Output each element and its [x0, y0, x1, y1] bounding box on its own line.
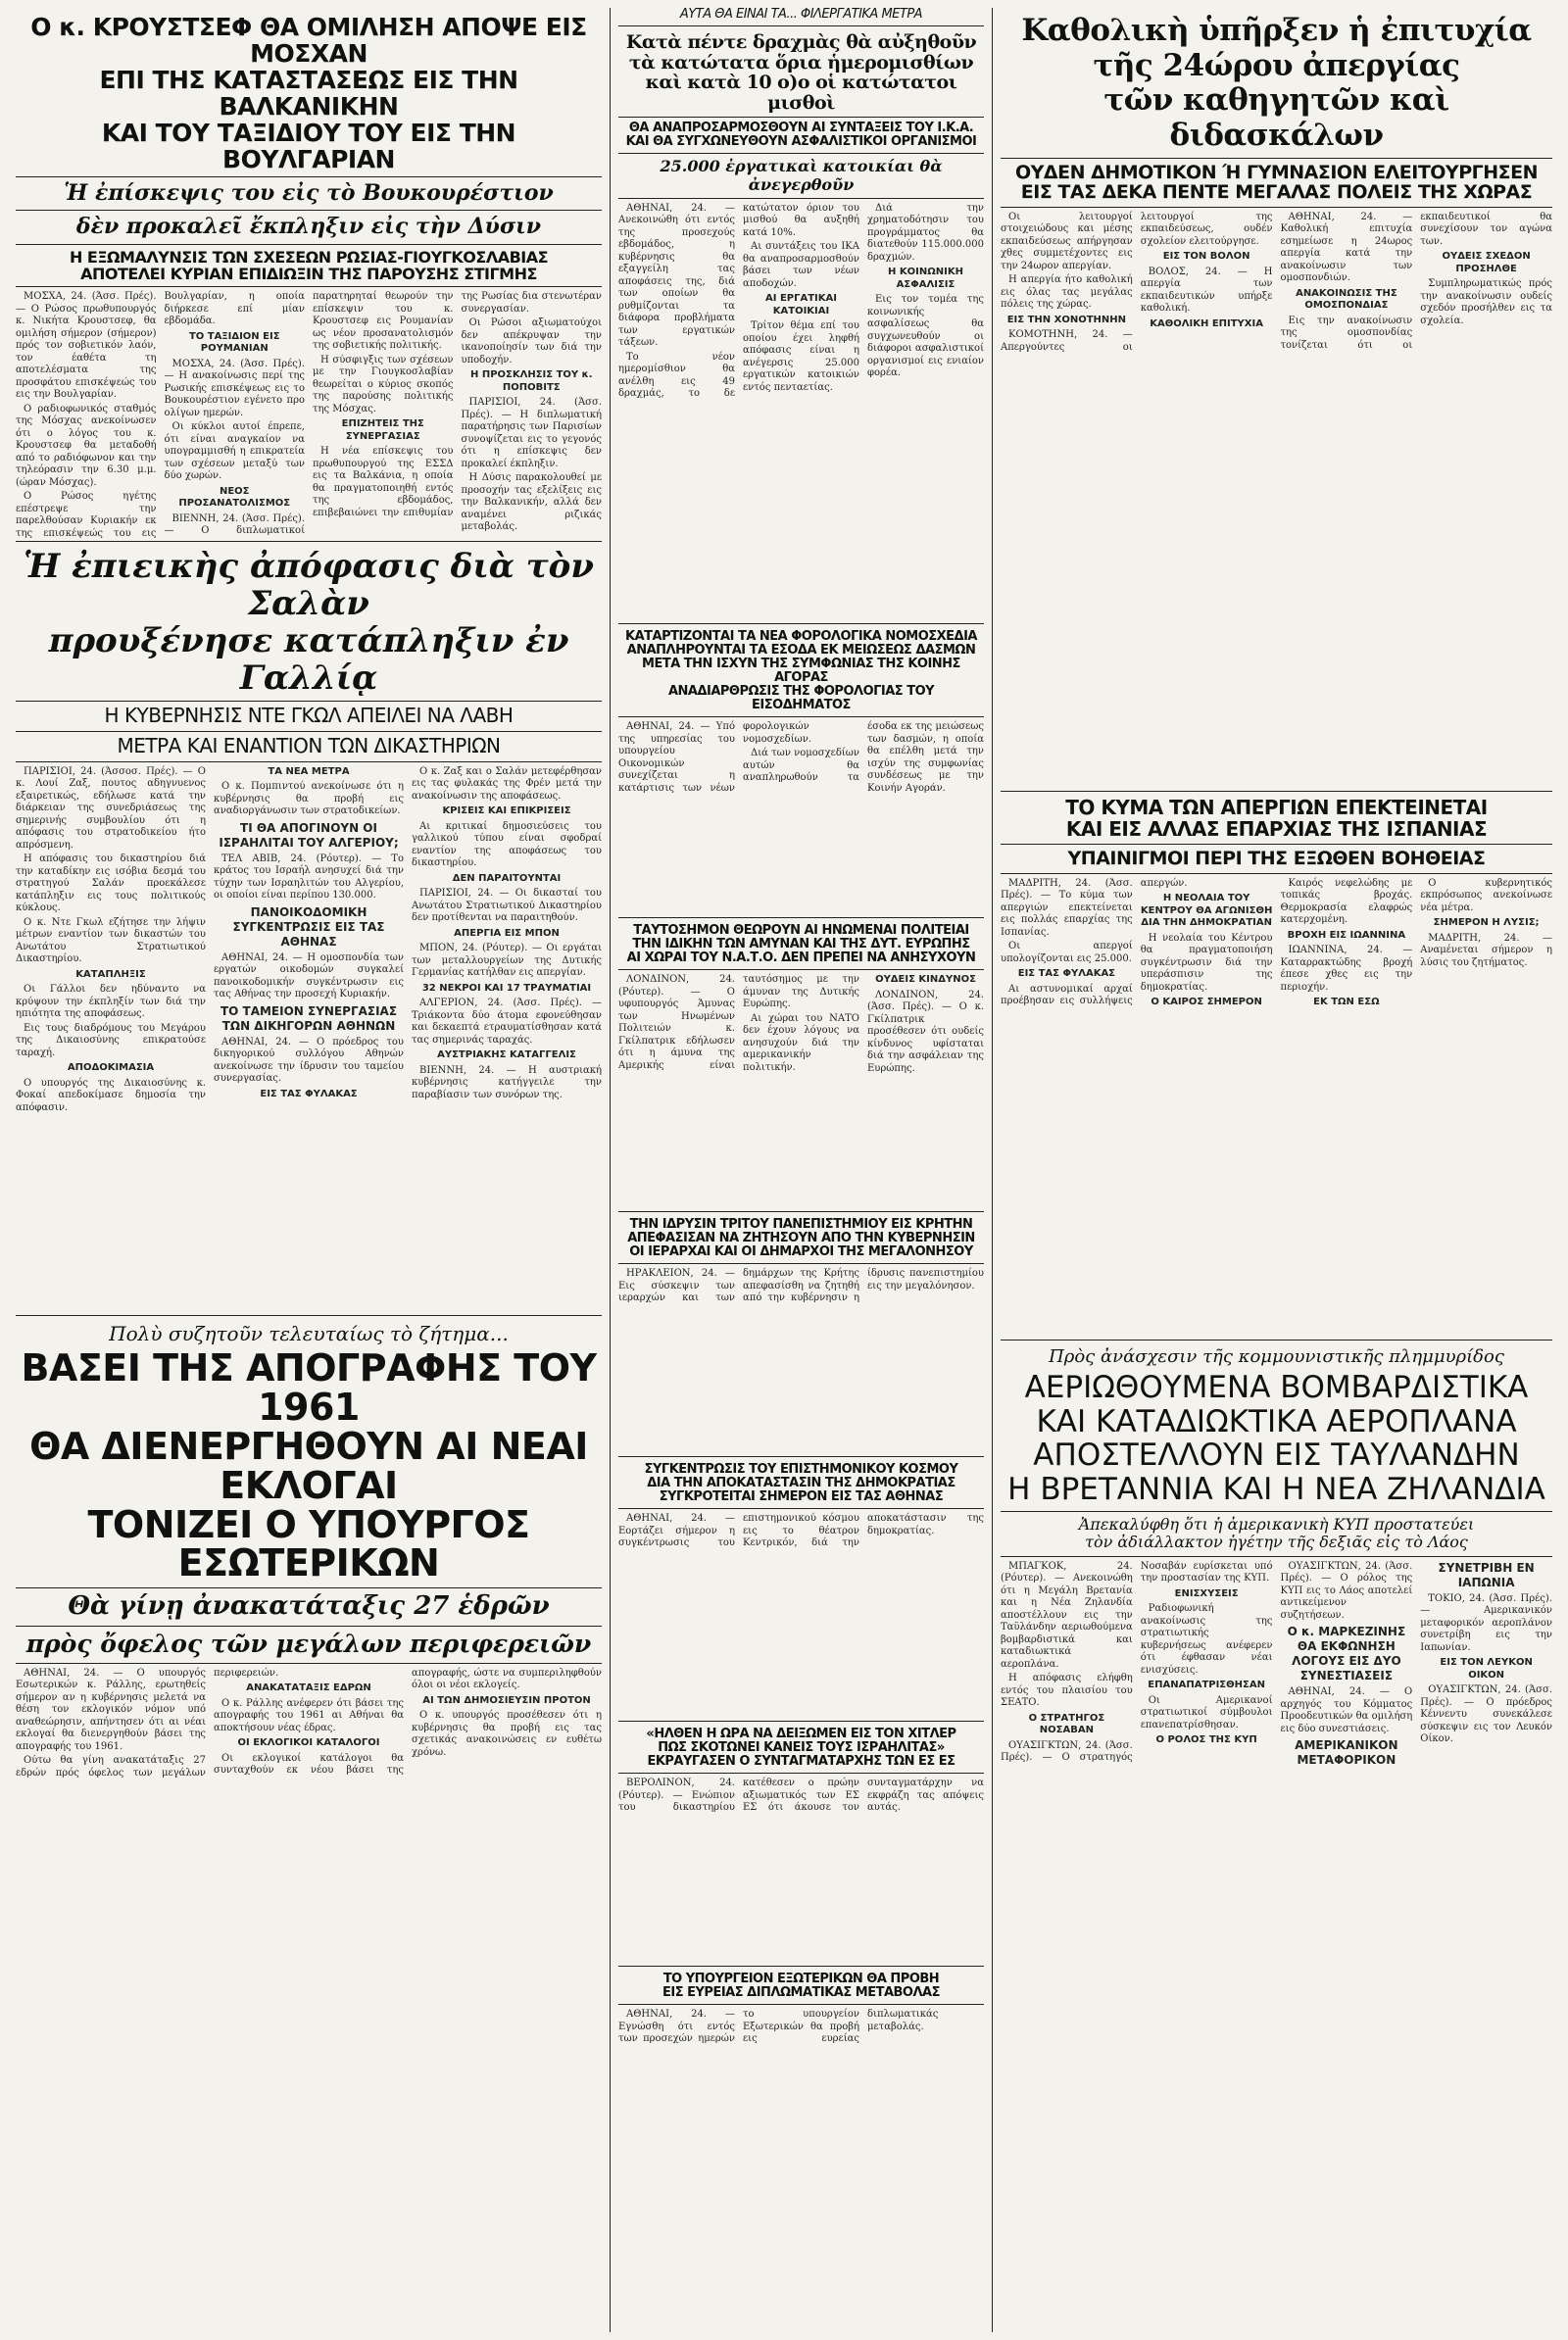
section-title: ΑΥΣΤΡΙΑΚΗΣ ΚΑΤΑΓΓΕΛΙΣ	[437, 1049, 576, 1060]
section-title: ΒΡΟΧΗ ΕΙΣ ΙΩΑΝΝΙΝΑ	[1287, 929, 1406, 941]
section-title: ΝΕΟΣ ΠΡΟΣΑΝΑΤΟΛΙΣΜΟΣ	[178, 485, 291, 510]
subhead-housing: 25.000 ἐργατικαὶ κατοικίαι θὰ ἀνεγερθοῦν	[660, 157, 943, 194]
section-title: ΕΙΣ ΤΑΣ ΦΥΛΑΚΑΣ	[260, 1088, 358, 1099]
story-census	[16, 1316, 602, 2316]
section-title: ΑΙ ΤΩΝ ΔΗΜΟΣΙΕΥΣΙΝ ΠΡΟΤΟΝ	[422, 1694, 591, 1706]
kicker-communism: Πρὸς ἀνάσχεσιν τῆς κομμουνιστικῆς πλημμυρίδος	[1049, 1346, 1504, 1367]
deck-foreign-aid: ΥΠΑΙΝΙΓΜΟΙ ΠΕΡΙ ΤΗΣ ΕΞΩΘΕΝ ΒΟΗΘΕΙΑΣ	[1067, 848, 1486, 870]
section-title: ΑΠΟΔΟΚΙΜΑΣΙΑ	[67, 1062, 155, 1073]
subhead-seats: Θὰ γίνῃ ἀνακατάταξις 27 ἑδρῶν	[68, 1591, 550, 1622]
deck-yugoslavia: Η ΕΞΩΜΑΛΥΝΣΙΣ ΤΩΝ ΣΧΕΣΕΩΝ ΡΩΣΙΑΣ-ΓΙΟΥΓΚΟΣΛΑΒΙΑΣ ΑΠΟΤΕΛΕΙ ΚΥΡΙΑΝ ΕΠΙΔΙΩΞΙΝ ΤΗΣ ΠΑΡΟΥΣΗΣ ΣΤΙΓΜΗΣ	[69, 247, 549, 283]
section-title: ΔΕΝ ΠΑΡΑΙΤΟΥΝΤΑΙ	[452, 872, 562, 884]
section-title: ΤΑ ΝΕΑ ΜΕΤΡΑ	[268, 765, 350, 777]
deck-ika: ΘΑ ΑΝΑΠΡΟΣΑΡΜΟΣΘΟΥΝ ΑΙ ΣΥΝΤΑΞΕΙΣ ΤΟΥ Ι.Κ.Α. ΚΑΙ ΘΑ ΣΥΓΧΩΝΕΥΘΟΥΝ ΑΣΦΑΛΙΣΤΙΚΟΙ ΟΡΓΑΝΙΣΜΟΙ	[625, 121, 977, 150]
article-body-nato: ΛΟΝΔΙΝΟΝ, 24. (Ρόυτερ). — Ο υφυπουργός Άμυνας των Ηνωμένων Πολιτειών κ. Γκίλπατρικ εδήλωσεν ότι η άμυνα της Αμερικής είναι ταυτόσημος με την άμυναν της Δυτικής Ευρώπης. Αι χώραι του ΝΑΤΟ δεν έχουν λόγους να ανησυχούν διά την αμερικανικήν πολιτικήν. ΟΥΔΕΙΣ ΚΙΝΔΥΝΟΣ ΛΟΝΔΙΝΟΝ, 24. (Άσσ. Πρές). — Ο κ. Γκίλπατρικ προσέθεσεν ότι ουδείς κίνδυνος υφίσταται διά την ασφάλειαν της Ευρώπης.	[618, 974, 984, 1074]
section-title: ΚΑΤΑΠΛΗΞΙΣ	[75, 968, 146, 980]
article-body-salan: ΠΑΡΙΣΙΟΙ, 24. (Άσσοσ. Πρές). — Ο κ. Λουί Ζαξ, πουτος αδηγνυενος εξαιρετικώς, εδήλωσε κατά την διάρκειαν της συνεδριάσεως της σημερινής συμβουλίου ότι η απόφασις του στρατοδικείου ήτο απρόσμενη. Η απόφασις του δικαστηρίου διά την καταδίκην εις ισόβια δεσμά του στρατηγού Σαλάν προεκάλεσε κατάπληξιν εις τους πολιτικούς κύκλους. Ο κ. Ντε Γκωλ εζήτησε την λήψιν μέτρων εναντίον των δικαστών του Ανωτάτου Στρατιωτικού Δικαστηρίου. ΚΑΤΑΠΛΗΞΙΣ Οι Γάλλοι δεν ηδύναντο να κρύψουν την έκπληξίν των διά την ηπιότητα της αποφάσεως. Εις τους διαδρόμους του Μεγάρου της Δικαιοσύνης επικρατούσε ταραχή. ΑΠΟΔΟΚΙΜΑΣΙΑ Ο υπουργός της Δικαιοσύνης κ. Φοκαί απεδοκίμασε δημοσία την απόφασιν. ΤΑ ΝΕΑ ΜΕΤΡΑ Ο κ. Πομπιντού ανεκοίνωσε ότι η κυβέρνησις θα προβή εις αναδιοργάνωσιν των στρατοδικείων. ΤΙ ΘΑ ΑΠΟΓΙΝΟΥΝ ΟΙ ΙΣΡΑΗΛΙΤΑΙ ΤΟΥ ΑΛΓΕΡΙΟΥ; ΤΕΛ ΑΒΙΒ, 24. (Ρόυτερ). — Το κράτος του Ισραήλ ανησυχεί διά την τύχην των Ισραηλιτών του Αλγερίου, οι οποίοι είναι περίπου 130.000. ΠΑΝΟΙΚΟΔΟΜΙΚΗ ΣΥΓΚΕΝΤΡΩΣΙΣ ΕΙΣ ΤΑΣ ΑΘΗΝΑΣ ΑΘΗΝΑΙ, 24. — Η ομοσπονδία των εργατών οικοδομών συγκαλεί πανοικοδομικήν συγκέντρωσιν εις τας Αθήνας την προσεχή Κυριακήν. ΤΟ ΤΑΜΕΙΟΝ ΣΥΝΕΡΓΑΣΙΑΣ ΤΩΝ ΔΙΚΗΓΟΡΩΝ ΑΘΗΝΩΝ ΑΘΗΝΑΙ, 24. — Ο πρόεδρος του δικηγορικού συλλόγου Αθηνών ανεκοίνωσε την ίδρυσιν του ταμείου συνεργασίας. ΕΙΣ ΤΑΣ ΦΥΛΑΚΑΣ Ο κ. Ζαξ και ο Σαλάν μετεφέρθησαν εις τας φυλακάς της Φρέν μετά την ανακοίνωσιν της αποφάσεως. ΚΡΙΣΕΙΣ ΚΑΙ ΕΠΙΚΡΙΣΕΙΣ Αι κριτικαί δημοσιεύσεις του γαλλικού τύπου είναι σφοδραί εναντίον της αποφάσεως του δικαστηρίου. ΔΕΝ ΠΑΡΑΙΤΟΥΝΤΑΙ ΠΑΡΙΣΙΟΙ, 24. — Οι δικασταί του Ανωτάτου Στρατιωτικού Δικαστηρίου δεν προτίθενται να παραιτηθούν. ΑΠΕΡΓΙΑ ΕΙΣ ΜΠΟΝ ΜΠΟΝ, 24. (Ρόυτερ). — Οι εργάται των μεταλλουργείων της Δυτικής Γερμανίας κατήλθαν εις απεργίαν. 32 ΝΕΚΡΟΙ ΚΑΙ 17 ΤΡΑΥΜΑΤΙΑΙ ΑΛΓΕΡΙΟΝ, 24. (Άσσ. Πρές). — Τριάκοντα δύο άτομα εφονεύθησαν και δεκαεπτά ετραυματίσθησαν κατά τας σημερινάς ταραχάς. ΑΥΣΤΡΙΑΚΗΣ ΚΑΤΑΓΓΕΛΙΣ ΒΙΕΝΝΗ, 24. — Η αυστριακή κυβέρνησις κατήγγειλε την παραβίασιν των συνόρων της.	[16, 765, 602, 1113]
story-teachers-strike	[1001, 8, 1552, 792]
section-title: 32 ΝΕΚΡΟΙ ΚΑΙ 17 ΤΡΑΥΜΑΤΙΑΙ	[421, 982, 592, 994]
section-title: ΤΟ ΤΑΜΕΙΟΝ ΣΥΝΕΡΓΑΣΙΑΣ ΤΩΝ ΔΙΚΗΓΟΡΩΝ ΑΘΗΝΩΝ	[220, 1003, 398, 1033]
section-title: ΕΠΑΝΑΠΑΤΡΙΣΘΗΣΑΝ	[1148, 1680, 1265, 1691]
section-title: ΕΚ ΤΩΝ ΕΣΩ	[1313, 997, 1380, 1008]
section-title: ΑΝΑΚΑΤΑΤΑΞΙΣ ΕΔΡΩΝ	[246, 1682, 371, 1694]
section-title: Η ΝΕΟΛΑΙΑ ΤΟΥ ΚΕΝΤΡΟΥ ΘΑ ΑΓΩΝΙΣΘΗ ΔΙΑ ΤΗΝ ΔΗΜΟΚΡΑΤΙΑΝ	[1140, 893, 1273, 929]
section-title: Ο κ. ΜΑΡΚΕΖΙΝΗΣ ΘΑ ΕΚΦΩΝΗΣΗ ΛΟΓΟΥΣ ΕΙΣ ΔΥΟ ΣΥΝΕΣΤΙΑΣΕΙΣ	[1287, 1625, 1406, 1683]
story-nato	[618, 918, 984, 1212]
article-body-tax: ΑΘΗΝΑΙ, 24. — Υπό της υπηρεσίας του υπουργείου Οικονομικών συνεχίζεται η κατάρτισις των νέων φορολογικών νομοσχεδίων. Διά των νομοσχεδίων αυτών θα αναπληρωθούν τα έσοδα εκ της μειώσεως των δασμών, η οποία θα επέλθη μετά την ισχύν της συμφωνίας συνδέσεως με την Κοινήν Αγοράν.	[618, 721, 984, 794]
section-title: ΕΙΣ ΤΟΝ ΛΕΥΚΟΝ ΟΙΚΟΝ	[1440, 1657, 1533, 1681]
subhead-regions: πρὸς ὄφελος τῶν μεγάλων περιφερειῶν	[25, 1630, 592, 1659]
article-body-teachers: Οι λειτουργοί στοιχειώδους και μέσης εκπαιδεύσεως απήργησαν χθες συμμετέχοντες εις την 24ωρον απεργίαν. Η απεργία ήτο καθολική εις όλας τας μεγάλας πόλεις της χώρας. ΕΙΣ ΤΗΝ ΧΟΝΟΤΗΝΗΝ ΚΟΜΟΤΗΝΗ, 24. — Απεργούντες οι λειτουργοί της εκπαιδεύσεως, ουδέν σχολείον ελειτούργησε. ΕΙΣ ΤΟΝ ΒΟΛΟΝ ΒΟΛΟΣ, 24. — Η απεργία των εκπαιδευτικών υπήρξε καθολική. ΚΑΘΟΛΙΚΗ ΕΠΙΤΥΧΙΑ ΑΘΗΝΑΙ, 24. — Καθολική επιτυχία εσημείωσε η 24ωρος απεργία κατά την ανακοίνωσιν των ομοσπονδιών. ΑΝΑΚΟΙΝΩΣΙΣ ΤΗΣ ΟΜΟΣΠΟΝΔΙΑΣ Εις την ανακοίνωσιν της ομοσπονδίας τονίζεται ότι οι εκπαιδευτικοί θα συνεχίσουν τον αγώνα των. ΟΥΔΕΙΣ ΣΧΕΔΟΝ ΠΡΟΣΗΛΘΕ Συμπληρωματικώς πρός την ανακοίνωσιν ουδείς σχεδόν προσήλθεν εις τα σχολεία.	[1001, 211, 1552, 353]
section-title: ΑΙ ΕΡΓΑΤΙΚΑΙ ΚΑΤΟΙΚΙΑΙ	[765, 293, 837, 317]
article-body-hitler: ΒΕΡΟΛΙΝΟΝ, 24. (Ρόυτερ). — Ενώπιον του δικαστηρίου κατέθεσεν ο πρώην αξιωματικός των ΕΣ ΕΣ ότι άκουσε τον συνταγματάρχην να εκφράζη τας απόψεις αυτάς.	[618, 1778, 984, 1814]
section-title: ΕΙΣ ΤΑΣ ΦΥΛΑΚΑΣ	[1017, 968, 1116, 980]
article-body-census: ΑΘΗΝΑΙ, 24. — Ο υπουργός Εσωτερικών κ. Ράλλης, ερωτηθείς σήμερον αν η κυβέρνησις μελετά να θέση τον εκλογικόν νόμον υπό αναθεώρησιν, απήντησεν ότι αι νέαι εκλογαί θα διενεργηθούν βάσει της απογραφής του 1961. Ούτω θα γίνη ανακατάταξις 27 εδρών πρός όφελος των μεγάλων περιφερειών. ΑΝΑΚΑΤΑΤΑΞΙΣ ΕΔΡΩΝ Ο κ. Ράλλης ανέφερεν ότι βάσει της απογραφής του 1961 αι Αθήναι θα αποκτήσουν νέας έδρας. ΟΙ ΕΚΛΟΓΙΚΟΙ ΚΑΤΑΛΟΓΟΙ Οι εκλογικοί κατάλογοι θα συνταχθούν εκ νέου βάσει της απογραφής, ώστε να συμπεριληφθούν όλοι οι νέοι εκλογείς. ΑΙ ΤΩΝ ΔΗΜΟΣΙΕΥΣΙΝ ΠΡΟΤΟΝ Ο κ. υπουργός προσέθεσεν ότι η κυβέρνησις θα προβή εις τας σχετικάς ανακοινώσεις εν ευθέτω χρόνω.	[16, 1667, 602, 1779]
column-right	[993, 8, 1560, 2332]
section-title: ΕΠΙΖΗΤΕΙΣ ΤΗΣ ΣΥΝΕΡΓΑΣΙΑΣ	[341, 418, 424, 442]
headline-hitler: «ΗΛΘΕΝ Η ΩΡΑ ΝΑ ΔΕΙΞΩΜΕΝ ΕΙΣ ΤΟΝ ΧΙΤΛΕΡ ΠΩΣ ΣΚΟΤΩΝΕΙ ΚΑΝΕΙΣ ΤΟΥΣ ΙΣΡΑΗΛΙΤΑΣ» ΕΚΡΑΥΓΑΣΕΝ Ο ΣΥΝΤΑΓΜΑΤΑΡΧΗΣ ΤΩΝ ΕΣ ΕΣ	[646, 1727, 956, 1770]
article-body-jets: ΜΠΑΓΚΟΚ, 24. (Ρόυτερ). — Ανεκοινώθη ότι η Μεγάλη Βρετανία και η Νέα Ζηλανδία αποστέλλουν εις την Ταϋλάνδην αεριωθούμενα βομβαρδιστικά και καταδιωκτικά αεροπλάνα. Η απόφασις ελήφθη εντός του πλαισίου του ΣΕΑΤΟ. Ο ΣΤΡΑΤΗΓΟΣ ΝΟΣΑΒΑΝ ΟΥΑΣΙΓΚΤΩΝ, 24. (Άσσ. Πρές). — Ο στρατηγός Νοσαβάν ευρίσκεται υπό την προστασίαν της ΚΥΠ. ΕΝΙΣΧΥΣΕΙΣ Ραδιοφωνική ανακοίνωσις της στρατιωτικής κυβερνήσεως ανέφερεν ότι έφθασαν νέαι ενισχύσεις. ΕΠΑΝΑΠΑΤΡΙΣΘΗΣΑΝ Οι Αμερικανοί στρατιωτικοί σύμβουλοι επανεπατρίσθησαν. Ο ΡΟΛΟΣ ΤΗΣ ΚΥΠ ΟΥΑΣΙΓΚΤΩΝ, 24. (Άσσ. Πρές). — Ο ρόλος της ΚΥΠ εις το Λάος αποτελεί αντικείμενον συζητήσεων. Ο κ. ΜΑΡΚΕΖΙΝΗΣ ΘΑ ΕΚΦΩΝΗΣΗ ΛΟΓΟΥΣ ΕΙΣ ΔΥΟ ΣΥΝΕΣΤΙΑΣΕΙΣ ΑΘΗΝΑΙ, 24. — Ο αρχηγός του Κόμματος Προοδευτικών θα ομιλήση εις δύο συνεστιάσεις. ΑΜΕΡΙΚΑΝΙΚΟΝ ΜΕΤΑΦΟΡΙΚΟΝ ΣΥΝΕΤΡΙΒΗ ΕΝ ΙΑΠΩΝΙΑ ΤΟΚΙΟ, 24. (Άσσ. Πρές). — Αμερικανικόν μεταφορικόν αεροπλάνον συνετρίβη εις την Ιαπωνίαν. ΕΙΣ ΤΟΝ ΛΕΥΚΟΝ ΟΙΚΟΝ ΟΥΑΣΙΓΚΤΩΝ, 24. (Άσσ. Πρές). — Ο πρόεδρος Κέννεντυ συνεκάλεσε σύσκεψιν εις τον Λευκόν Οίκον.	[1001, 1560, 1552, 1768]
headline-spain: ΤΟ ΚΥΜΑ ΤΩΝ ΑΠΕΡΓΙΩΝ ΕΠΕΚΤΕΙΝΕΤΑΙ ΚΑΙ ΕΙΣ ΑΛΛΑΣ ΕΠΑΡΧΙΑΣ ΤΗΣ ΙΣΠΑΝΙΑΣ	[1065, 796, 1488, 841]
section-title: ΟΥΔΕΙΣ ΣΧΕΔΟΝ ΠΡΟΣΗΛΘΕ	[1442, 251, 1531, 274]
headline-jets: ΑΕΡΙΩΘΟΥΜΕΝΑ ΒΟΜΒΑΡΔΙΣΤΙΚΑ ΚΑΙ ΚΑΤΑΔΙΩΚΤΙΚΑ ΑΕΡΟΠΛΑΝΑ ΑΠΟΣΤΕΛΛΟΥΝ ΕΙΣ ΤΑΥΛΑΝΔΗΝ Η ΒΡΕΤΑΝΝΙΑ ΚΑΙ Η ΝΕΑ ΖΗΛΑΝΔΙΑ	[1007, 1370, 1545, 1508]
section-title: ΑΝΑΚΟΙΝΩΣΙΣ ΤΗΣ ΟΜΟΣΠΟΝΔΙΑΣ	[1296, 287, 1397, 312]
story-khrushchev	[16, 8, 602, 542]
section-title: ΕΙΣ ΤΗΝ ΧΟΝΟΤΗΝΗΝ	[1006, 314, 1127, 325]
article-body-scientists: ΑΘΗΝΑΙ, 24. — Εορτάζει σήμερον η συγκέντρωσις του επιστημονικού κόσμου εις το θέατρον Κεντρικόν, διά την αποκατάστασιν της δημοκρατίας.	[618, 1513, 984, 1549]
section-title: Η ΠΡΟΣΚΛΗΣΙΣ ΤΟΥ κ. ΠΟΠΟΒΙΤΣ	[469, 369, 593, 393]
story-scientists	[618, 1457, 984, 1722]
story-crete-university	[618, 1212, 984, 1457]
headline-nato: ΤΑΥΤΟΣΗΜΟΝ ΘΕΩΡΟΥΝ ΑΙ ΗΝΩΜΕΝΑΙ ΠΟΛΙΤΕΙΑΙ ΤΗΝ ΙΔΙΚΗΝ ΤΩΝ ΑΜΥΝΑΝ ΚΑΙ ΤΗΣ ΔΥΤ. ΕΥΡΩΠΗΣ ΑΙ ΧΩΡΑΙ ΤΟΥ Ν.Α.Τ.Ο. ΔΕΝ ΠΡΕΠΕΙ ΝΑ ΑΝΗΣΥΧΟΥΝ	[626, 923, 976, 966]
story-spain-strikes	[1001, 792, 1552, 1341]
section-title: Ο ΚΑΙΡΟΣ ΣΗΜΕΡΟΝ	[1151, 997, 1262, 1008]
headline-teachers: Καθολικὴ ὑπῆρξεν ἡ ἐπιτυχία τῆς 24ώρου ἀπεργίας τῶν καθηγητῶν καὶ διδασκάλων	[1021, 13, 1532, 153]
story-wages	[618, 26, 984, 624]
story-foreign-ministry	[618, 1967, 984, 2261]
section-title: Ο ΣΤΡΑΤΗΓΟΣ ΝΟΣΑΒΑΝ	[1028, 1712, 1105, 1736]
article-body-crete: ΗΡΑΚΛΕΙΟΝ, 24. — Εις σύσκεψιν των ιεραρχών και των δημάρχων της Κρήτης απεφασίσθη να ζητηθή από την κυβέρνησιν η ίδρυσις πανεπιστημίου εις την μεγαλόνησον.	[618, 1268, 984, 1304]
section-title: ΟΥΔΕΙΣ ΚΙΝΔΥΝΟΣ	[875, 974, 976, 986]
subhead-visit: Ἡ ἐπίσκεψις του εἰς τὸ Βουκουρέστιον	[64, 180, 554, 206]
section-title: Ο ΡΟΛΟΣ ΤΗΣ ΚΥΠ	[1155, 1734, 1257, 1746]
story-thailand-jets	[1001, 1341, 1552, 2320]
story-salan	[16, 542, 602, 1316]
headline-salan: Ἡ ἐπιεικὴς ἀπόφασις διὰ τὸν Σαλὰν προυξένησε κατάπληξιν ἐν Γαλλίᾳ	[24, 547, 594, 699]
subhead-cia: Ἀπεκαλύφθη ὅτι ἡ ἀμερικανικὴ ΚΥΠ προστατεύει	[1078, 1514, 1475, 1534]
headline-tax: ΚΑΤΑΡΤΙΖΟΝΤΑΙ ΤΑ ΝΕΑ ΦΟΡΟΛΟΓΙΚΑ ΝΟΜΟΣΧΕΔΙΑ ΑΝΑΠΛΗΡΟΥΝΤΑΙ ΤΑ ΕΣΟΔΑ ΕΚ ΜΕΙΩΣΕΩΣ ΔΑΣΜΩΝ ΜΕΤΑ ΤΗΝ ΙΣΧΥΝ ΤΗΣ ΣΥΜΦΩΝΙΑΣ ΤΗΣ ΚΟΙΝΗΣ ΑΓΟΡΑΣ ΑΝΑΔΙΑΡΘΡΩΣΙΣ ΤΗΣ ΦΟΡΟΛΟΓΙΑΣ ΤΟΥ ΕΙΣΟΔΗΜΑΤΟΣ	[625, 629, 977, 713]
headline-crete: ΤΗΝ ΙΔΡΥΣΙΝ ΤΡΙΤΟΥ ΠΑΝΕΠΙΣΤΗΜΙΟΥ ΕΙΣ ΚΡΗΤΗΝ ΑΠΕΦΑΣΙΣΑΝ ΝΑ ΖΗΤΗΣΟΥΝ ΑΠΟ ΤΗΝ ΚΥΒΕΡΝΗΣΙΝ ΟΙ ΙΕΡΑΡΧΑΙ ΚΑΙ ΟΙ ΔΗΜΑΡΧΟΙ ΤΗΣ ΜΕΓΑΛΟΝΗΣΟΥ	[627, 1217, 975, 1260]
column-left	[8, 8, 611, 2332]
strap-labour: ΑΥΤΑ ΘΑ ΕΙΝΑΙ ΤΑ... ΦΙΛΕΡΓΑΤΙΚΑ ΜΕΤΡΑ	[618, 8, 984, 26]
headline-scientists: ΣΥΓΚΕΝΤΡΩΣΙΣ ΤΟΥ ΕΠΙΣΤΗΜΟΝΙΚΟΥ ΚΟΣΜΟΥ ΔΙΑ ΤΗΝ ΑΠΟΚΑΤΑΣΤΑΣΙΝ ΤΗΣ ΔΗΜΟΚΡΑΤΙΑΣ ΣΥΓΚΡΟΤΕΙΤΑΙ ΣΗΜΕΡΟΝ ΕΙΣ ΤΑΣ ΑΘΗΝΑΣ	[644, 1462, 958, 1505]
section-title: ΚΡΙΣΕΙΣ ΚΑΙ ΕΠΙΚΡΙΣΕΙΣ	[442, 805, 571, 816]
section-title: ΤΙ ΘΑ ΑΠΟΓΙΝΟΥΝ ΟΙ ΙΣΡΑΗΛΙΤΑΙ ΤΟΥ ΑΛΓΕΡΙΟΥ;	[219, 820, 399, 850]
deck-courts: ΜΕΤΡΑ ΚΑΙ ΕΝΑΝΤΙΟΝ ΤΩΝ ΔΙΚΑΣΤΗΡΙΩΝ	[117, 733, 501, 757]
deck-schools: ΟΥΔΕΝ ΔΗΜΟΤΙΚΟΝ Ή ΓΥΜΝΑΣΙΟΝ ΕΛΕΙΤΟΥΡΓΗΣΕΝ ΕΙΣ ΤΑΣ ΔΕΚΑ ΠΕΝΤΕ ΜΕΓΑΛΑΣ ΠΟΛΕΙΣ ΤΗΣ ΧΩΡΑΣ	[1015, 161, 1538, 204]
section-title: ΕΙΣ ΤΟΝ ΒΟΛΟΝ	[1162, 251, 1250, 263]
story-hitler	[618, 1722, 984, 1967]
section-title: ΠΑΝΟΙΚΟΔΟΜΙΚΗ ΣΥΓΚΕΝΤΡΩΣΙΣ ΕΙΣ ΤΑΣ ΑΘΗΝΑΣ	[232, 904, 385, 949]
article-body-spain: ΜΑΔΡΙΤΗ, 24. (Άσσ. Πρές). — Το κύμα των απεργιών επεκτείνεται εις πολλάς επαρχίας της Ισπανίας. Οι απεργοί υπολογίζονται εις 25.000. ΕΙΣ ΤΑΣ ΦΥΛΑΚΑΣ Αι αστυνομικαί αρχαί προέβησαν εις συλλήψεις απεργών. Η ΝΕΟΛΑΙΑ ΤΟΥ ΚΕΝΤΡΟΥ ΘΑ ΑΓΩΝΙΣΘΗ ΔΙΑ ΤΗΝ ΔΗΜΟΚΡΑΤΙΑΝ Η νεολαία του Κέντρου θα πραγματοποιήση συγκέντρωσιν διά την υπεράσπισιν της δημοκρατίας. Ο ΚΑΙΡΟΣ ΣΗΜΕΡΟΝ Καιρός νεφελώδης με τοπικάς βροχάς. Θερμοκρασία ελαφρώς κατερχομένη. ΒΡΟΧΗ ΕΙΣ ΙΩΑΝΝΙΝΑ ΙΩΑΝΝΙΝΑ, 24. — Καταρρακτώδης βροχή έπεσε χθες εις την περιοχήν. ΕΚ ΤΩΝ ΕΣΩ Ο κυβερνητικός εκπρόσωπος ανεκοίνωσε νέα μέτρα. ΣΗΜΕΡΟΝ Η ΛΥΣΙΣ; ΜΑΔΡΙΤΗ, 24. — Αναμένεται σήμερον η λύσις του ζητήματος.	[1001, 877, 1552, 1008]
subhead-west: δὲν προκαλεῖ ἔκπληξιν εἰς τὴν Δύσιν	[75, 214, 542, 240]
headline-wages: Κατὰ πέντε δραχμὰς θὰ αὐξηθοῦν τὰ κατώτατα ὅρια ἡμερομισθίων καὶ κατὰ 10 ο)ο οἱ κατώτατοι μισθοὶ	[625, 31, 977, 114]
section-title: ΑΜΕΡΙΚΑΝΙΚΟΝ ΜΕΤΑΦΟΡΙΚΟΝ ΣΥΝΕΤΡΙΒΗ ΕΝ ΙΑΠΩΝΙΑ	[1295, 1560, 1535, 1768]
kicker-census: Πολὺ συζητοῦν τελευταίως τὸ ζήτημα...	[109, 1322, 509, 1345]
article-body-khrushchev: ΜΟΣΧΑ, 24. (Άσσ. Πρές). — Ο Ρώσος πρωθυπουργός κ. Νικήτα Κρουστσεφ, θα ομιλήση σήμερον (σήμερον) πρός τον σοβιετικόν λαόν, τον έαθέτα τη αποτελέσματα της προσφάτου επισκέψεώς του εις την Βουλγαρίαν. Ο ραδιοφωνικός σταθμός της Μόσχας ανεκοίνωσεν ότι ο λόγος του κ. Κρουστσεφ θα μεταδοθή από το ραδιόφωνον και την τηλεόρασιν την 6.30 μ.μ. (ώραν Μόσχας). Ο Ρώσος ηγέτης επέστρεψε την παρελθούσαν Κυριακήν εκ της επισκέψεώς του εις Βουλγαρίαν, η οποία διήρκεσε επί μίαν εβδομάδα. ΤΟ ΤΑΞΙΔΙΟΝ ΕΙΣ ΡΟΥΜΑΝΙΑΝ ΜΟΣΧΑ, 24. (Άσσ. Πρές). — Η ανακοίνωσις περί της Ρωσικής επισκέψεως εις το Βουκουρέστιον εγένετο προ ολίγων ημερών. Οι κύκλοι αυτοί έπρεπε, ότι είναι αναγκαίον να υπογραμμισθή η επικρατεία των σχέσεων μεταξύ των δύο χωρών. ΝΕΟΣ ΠΡΟΣΑΝΑΤΟΛΙΣΜΟΣ ΒΙΕΝΝΗ, 24. (Άσσ. Πρές). — Ο διπλωματικοί παρατηρηταί θεωρούν την επίσκεψιν του κ. Κρουστσεφ εις Ρουμανίαν ως νέον προσανατολισμόν της σοβιετικής πολιτικής. Η σύσφιγξις των σχέσεων με την Γιουγκοσλαβίαν θεωρείται ο κύριος σκοπός της παρούσης πολιτικής της Μόσχας. ΕΠΙΖΗΤΕΙΣ ΤΗΣ ΣΥΝΕΡΓΑΣΙΑΣ Η νέα επίσκεψις του πρωθυπουργού της ΕΣΣΔ εις τα Βαλκάνια, η οποία θα πραγματοποιηθή εντός της εβδομάδος, επιβεβαιώνει την επιθυμίαν της Ρωσίας δια στενωτέραν συνεργασίαν. Οι Ρώσοι αξιωματούχοι δεν απέκρυψαν την ικανοποίησίν των διά την υποδοχήν. Η ΠΡΟΣΚΛΗΣΙΣ ΤΟΥ κ. ΠΟΠΟΒΙΤΣ ΠΑΡΙΣΙΟΙ, 24. (Άσσ. Πρές). — Η διπλωματική παρατήρησις των Παρισίων συνοψίζεται εις το γεγονός ότι η επίσκεψις δεν προκαλεί έκπληξιν. Η Δύσις παρακολουθεί με προσοχήν τας εξελίξεις εις την Βαλκανικήν, αλλά δεν αναμένει ριζικάς μεταβολάς.	[16, 291, 602, 539]
headline-foreign-ministry: ΤΟ ΥΠΟΥΡΓΕΙΟΝ ΕΞΩΤΕΡΙΚΩΝ ΘΑ ΠΡΟΒΗ ΕΙΣ ΕΥΡΕΙΑΣ ΔΙΠΛΩΜΑΤΙΚΑΣ ΜΕΤΑΒΟΛΑΣ	[662, 1972, 940, 2001]
story-tax	[618, 624, 984, 918]
headline-khrushchev: Ο κ. ΚΡΟΥΣΤΣΕΦ ΘΑ ΟΜΙΛΗΣΗ ΑΠΟΨΕ ΕΙΣ ΜΟΣΧΑΝ ΕΠΙ ΤΗΣ ΚΑΤΑΣΤΑΣΕΩΣ ΕΙΣ ΤΗΝ ΒΑΛΚΑΝΙΚΗΝ ΚΑΙ ΤΟΥ ΤΑΞΙΔΙΟΥ ΤΟΥ ΕΙΣ ΤΗΝ ΒΟΥΛΓΑΡΙΑΝ	[30, 13, 587, 173]
headline-census: ΒΑΣΕΙ ΤΗΣ ΑΠΟΓΡΑΦΗΣ ΤΟΥ 1961 ΘΑ ΔΙΕΝΕΡΓΗΘΟΥΝ ΑΙ ΝΕΑΙ ΕΚΛΟΓΑΙ ΤΟΝΙΖΕΙ Ο ΥΠΟΥΡΓΟΣ ΕΣΩΤΕΡΙΚΩΝ	[21, 1346, 597, 1585]
section-title: ΚΑΘΟΛΙΚΗ ΕΠΙΤΥΧΙΑ	[1150, 317, 1263, 329]
section-title: ΤΟ ΤΑΞΙΔΙΟΝ ΕΙΣ ΡΟΥΜΑΝΙΑΝ	[188, 330, 280, 355]
article-body-wages: ΑΘΗΝΑΙ, 24. — Ανεκοινώθη ότι εντός της προσεχούς εβδομάδος, η κυβέρνησις θα εξαγγείλη τας αποφάσεις της, διά των οποίων θα ρυθμίζονται τα διάφορα προβλήματα των εργατικών τάξεων. Το νέον ημερομίσθιον θα ανέλθη εις 49 δραχμάς, το δε κατώτατον όριον του μισθού θα αυξηθή κατά 10%. Αι συντάξεις του ΙΚΑ θα αναπροσαρμοσθούν βάσει των νέων αποδοχών. ΑΙ ΕΡΓΑΤΙΚΑΙ ΚΑΤΟΙΚΙΑΙ Τρίτον θέμα επί του οποίου έχει ληφθή απόφασις είναι η ανέγερσις 25.000 εργατικών κατοικιών εντός πενταετίας. Διά την χρηματοδότησιν του προγράμματος θα διατεθούν 115.000.000 δραχμών. Η ΚΟΙΝΩΝΙΚΗ ΑΣΦΑΛΙΣΙΣ Εις τον τομέα της κοινωνικής ασφαλίσεως θα συγχωνευθούν οι διάφοροι ασφαλιστικοί οργανισμοί εις ενιαίον φορέα.	[618, 202, 984, 400]
deck-de-gaulle: Η ΚΥΒΕΡΝΗΣΙΣ ΝΤΕ ΓΚΩΛ ΑΠΕΙΛΕΙ ΝΑ ΛΑΒΗ	[104, 704, 514, 728]
subhead-laos: τὸν ἀδιάλλακτον ἡγέτην τῆς δεξιᾶς εἰς τὸ Λάος	[1085, 1533, 1468, 1552]
column-middle	[611, 8, 993, 2332]
article-body-foreign-ministry: ΑΘΗΝΑΙ, 24. — Εγνώσθη ότι εντός των προσεχών ημερών το υπουργείον Εξωτερικών θα προβή εις ευρείας διπλωματικάς μεταβολάς.	[618, 2009, 939, 2045]
section-title: ΑΠΕΡΓΙΑ ΕΙΣ ΜΠΟΝ	[454, 927, 560, 939]
section-title: ΕΝΙΣΧΥΣΕΙΣ	[1174, 1587, 1239, 1599]
section-title: ΣΗΜΕΡΟΝ Η ΛΥΣΙΣ;	[1433, 917, 1540, 929]
section-title: Η ΚΟΙΝΩΝΙΚΗ ΑΣΦΑΛΙΣΙΣ	[888, 267, 963, 290]
section-title: ΟΙ ΕΚΛΟΓΙΚΟΙ ΚΑΤΑΛΟΓΟΙ	[237, 1737, 380, 1749]
